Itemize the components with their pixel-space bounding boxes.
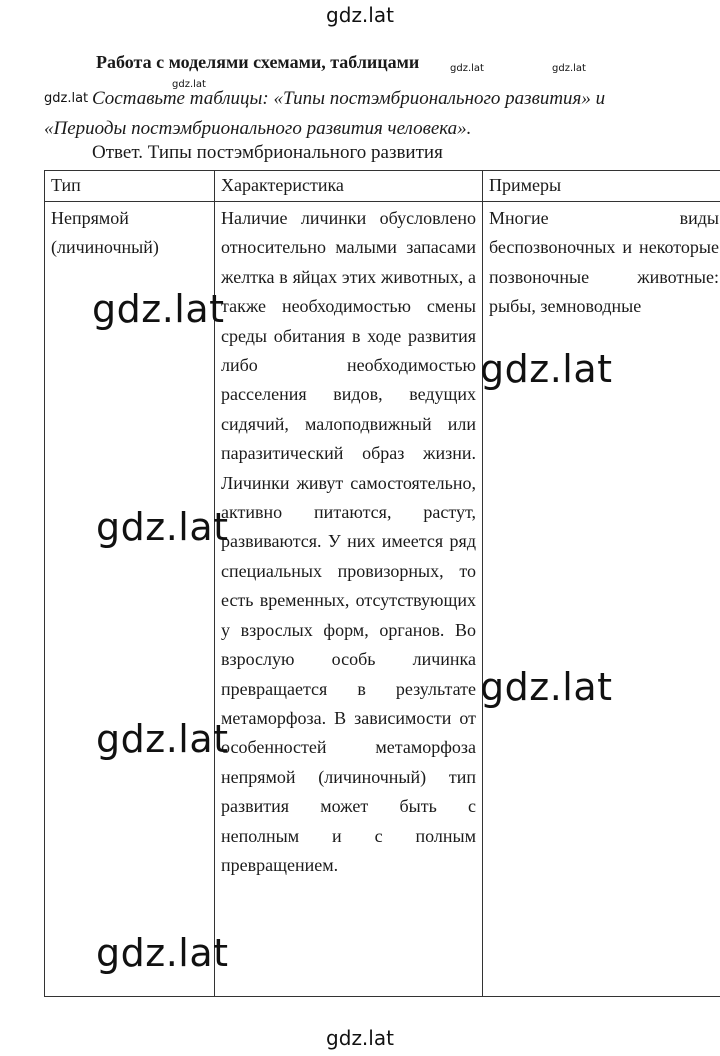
watermark-large-3: gdz.lat — [96, 505, 229, 549]
watermark-large-4: gdz.lat — [480, 665, 613, 709]
watermark-small-2: gdz.lat — [552, 63, 586, 74]
header-examples: Примеры — [483, 171, 720, 202]
watermark-small-1: gdz.lat — [450, 63, 484, 74]
header-type: Тип — [45, 171, 215, 202]
section-heading: Работа с моделями схемами, таблицами — [96, 52, 420, 72]
watermark-large-6: gdz.lat — [96, 931, 229, 975]
watermark-large-5: gdz.lat — [96, 717, 229, 761]
type-text: Непрямой (личиночный) — [51, 208, 159, 258]
header-characteristic: Характеристика — [215, 171, 483, 202]
watermark-large-1: gdz.lat — [92, 287, 225, 331]
cell-examples — [483, 202, 720, 997]
characteristic-text: Наличие личинки обусловлено относительно малыми запасами желтка в яйцах этих животных, а также необходимостью смены среды обитания в ходе развития либо необходимостью расселения видов, ведущих сидячий, малоподвижный или паразитический образ жизни. Личинки живут самостоятельно, активно питаются, растут, развиваются. У них имеется ряд специальных провизорных, то есть временных, отсутствующих у взрослых форм, органов. Во взрослую особь личинка превращается в результате метаморфоза. В зависимости от особенностей метаморфоза непрямой (личиночный) тип развития может быть с неполным и с полным превращением. — [221, 208, 476, 875]
table-header-row — [45, 171, 720, 202]
cell-characteristic — [215, 202, 483, 997]
answer-caption: Ответ. Типы постэмбрионального развития — [92, 142, 443, 163]
task-text — [44, 84, 684, 144]
task-line-2: «Периоды постэмбрионального развития человека». — [44, 118, 472, 139]
task-line-1: Составьте таблицы: «Типы постэмбрионального развития» и — [92, 88, 606, 109]
watermark-bottom: gdz.lat — [326, 1026, 394, 1050]
watermark-large-2: gdz.lat — [480, 347, 613, 391]
watermark-small-4: gdz.lat — [44, 91, 89, 106]
watermark-top: gdz.lat — [326, 3, 394, 27]
examples-text: Многие виды беспозвоночных и некоторые позвоночные животные: рыбы, земноводные — [489, 208, 719, 317]
watermark-small-3: gdz.lat — [172, 79, 206, 90]
